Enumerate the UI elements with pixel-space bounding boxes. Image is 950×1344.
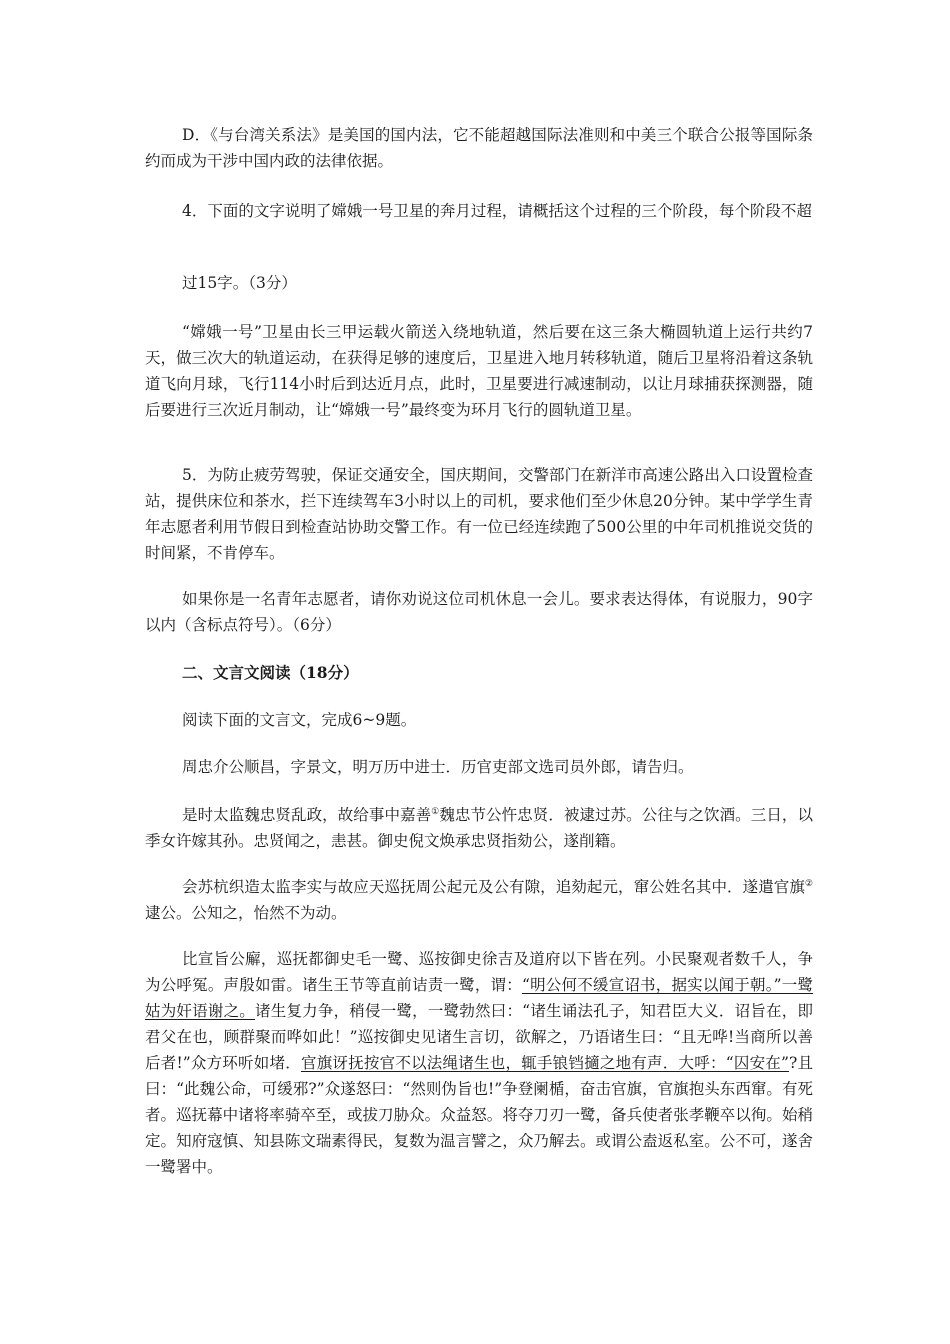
section-heading-classical-reading: 二、文言文阅读（18分） (182, 663, 359, 682)
paragraph-question-4: 4．下面的文字说明了嫦娥一号卫星的奔月过程，请概括这个过程的三个阶段，每个阶段不超 (182, 202, 812, 220)
text-segment: 是时太监魏忠贤乱政，故给事中嘉善 (182, 806, 432, 824)
text-segment: 比宣旨公廨，巡抚都御史毛一鹭、巡按御史徐吉及道府以下皆在列。小民聚观者数千人，争为公呼冤。声殷如雷。诸生王节等直前诘责一鹭，谓： (145, 950, 813, 994)
text-segment: 会苏杭织造太监李实与故应天巡抚周公起元及公有隙，追劾起元，窜公姓名其中．遂遣官旗 (182, 878, 805, 896)
paragraph-question-5: 5．为防止疲劳驾驶，保证交通安全，国庆期间，交警部门在新洋市高速公路出入口设置检查站，提供床位和茶水，拦下连续驾车3小时以上的司机，要求他们至少休息20分钟。某中学学生青年志愿者利用节假日到检查站协助交警工作。有一位已经连续跑了500公里的中年司机推说交货的时间紧，不肯停车。 (145, 466, 813, 562)
text-segment: 魏忠节公忤忠贤．被逮过苏。公往与之饮酒。三日，以季女许嫁其孙。忠贤闻之，恚甚。御史倪文焕承忠贤指劾公，遂削籍。 (145, 806, 813, 850)
paragraph-reading-instruction: 阅读下面的文言文，完成6~9题。 (182, 711, 417, 729)
paragraph-change-1-passage: “嫦娥一号”卫星由长三甲运载火箭送入绕地轨道，然后要在这三条大椭圆轨道上运行共约7天，做三次大的轨道运动，在获得足够的速度后，卫星进入地月转移轨道，随后卫星将沿着这条轨道飞向月球，飞行114小时后到达近月点，此时，卫星要进行减速制动，以让月球捕获探测器，随后要进行三次近月制动，让“嫦娥一号”最终变为环月飞行的圆轨道卫星。 (145, 323, 813, 419)
paragraph-classical-4 (145, 946, 813, 1180)
text-segment: 诸生复力争，稍侵一鹭，一鹭勃然曰：“诸生诵法孔子，知君臣大义．诏旨在，即君父在也，顾群聚而哗如此！”巡按御史见诸生言切，欲解之，乃语诸生曰：“且无哗!当商所以善后者!”众方环听如堵． (145, 1002, 813, 1072)
text-segment: ?且曰：“此魏公命，可缓邪?”众遂怒曰：“然则伪旨也!”争登阑楯，奋击官旗，官旗抱头东西窜。有死者。巡抚幕中诸将率骑卒至，或拔刀胁众。众益怒。将夺刀刃一鹭，备兵使者张孝鞭卒以徇。始稍定。知府寇慎、知县陈文瑞素得民，复数为温言譬之，众乃解去。或谓公盍返私室。公不可，遂舍一鹭署中。 (145, 1054, 814, 1176)
paragraph-classical-2 (145, 802, 813, 854)
paragraph-question-4-cont: 过15字。（3分） (182, 274, 297, 292)
paragraph-classical-1: 周忠介公顺昌，字景文，明万历中进士．历官吏部文选司员外郎，请告归。 (182, 758, 694, 776)
underlined-sentence-2: 官旗讶抚按官不以法绳诸生也，辄手锒铛擿之地有声．大呼：“囚安在” (300, 1054, 789, 1072)
footnote-marker-2: ② (804, 879, 813, 889)
paragraph-option-d: D．《与台湾关系法》是美国的国内法，它不能超越国际法准则和中美三个联合公报等国际条约而成为干涉中国内政的法律依据。 (145, 126, 813, 170)
underlined-sentence-1: “明公何不缓宣诏书，据实以闻于朝。”一鹭姑为奸语谢之。 (145, 976, 813, 1020)
footnote-marker-1: ① (431, 807, 440, 817)
paragraph-question-5-task: 如果你是一名青年志愿者，请你劝说这位司机休息一会儿。要求表达得体，有说服力，90字以内（含标点符号）。（6分） (145, 590, 813, 634)
text-segment: 逮公。公知之，怡然不为动。 (145, 904, 347, 922)
paragraph-classical-3 (145, 874, 813, 926)
